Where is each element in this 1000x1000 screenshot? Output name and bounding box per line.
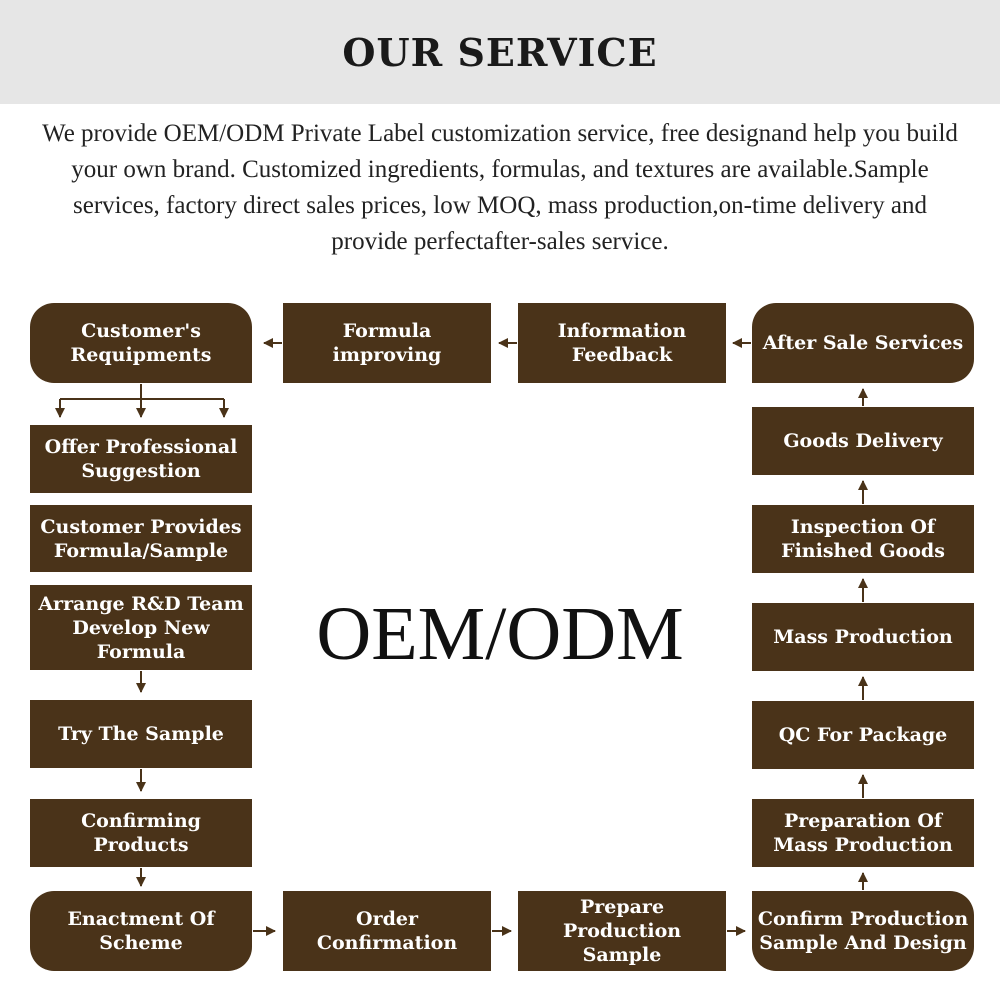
center-label: OEM/ODM (316, 592, 684, 676)
step-label: Information Feedback (557, 320, 687, 366)
step-label: Order Confirmation (316, 908, 458, 954)
intro-paragraph: We provide OEM/ODM Private Label customization service, free designand help you build your own brand. Customized ingredients, formulas, and textures are available.Sample services, factory direct sales prices, low MOQ, mass production,on-time delivery and provide perfectafter-sales service. (42, 120, 958, 255)
step-label: Try The Sample (58, 723, 224, 745)
step-label: Customer Provides Formula/Sample (40, 515, 242, 562)
step-label: Enactment Of Scheme (67, 908, 215, 954)
step-label: Inspection Of Finished Goods (781, 516, 945, 562)
step-label: Preparation Of Mass Production (773, 810, 953, 856)
step-label: Confirming Products (81, 810, 201, 856)
step-label: Formula improving (332, 320, 442, 366)
step-label: QC For Package (778, 724, 948, 746)
step-label: Confirm Production Sample And Design (757, 908, 969, 954)
step-label: Goods Delivery (783, 430, 943, 452)
step-label: Prepare Production Sample (562, 896, 682, 966)
step-label: Customer's Requipments (70, 320, 212, 366)
step-label: After Sale Services (762, 332, 964, 354)
page-title: OUR SERVICE (342, 29, 658, 75)
step-label: Mass Production (773, 626, 953, 648)
step-label: Offer Professional Suggestion (44, 436, 238, 482)
step-label: Arrange R&D Team Develop New Formula (38, 592, 244, 663)
